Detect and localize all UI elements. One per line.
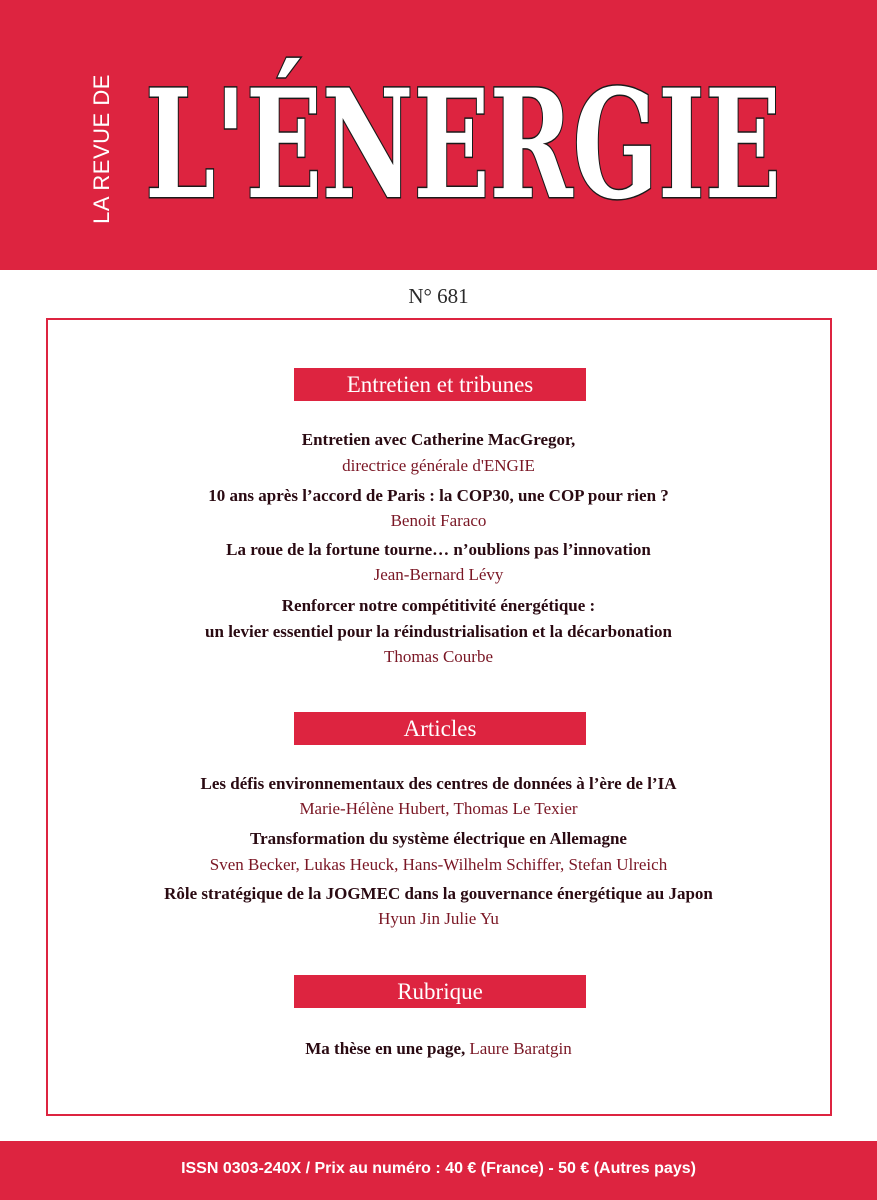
- entry-author: directrice générale d'ENGIE: [342, 456, 535, 475]
- entry-title[interactable]: Renforcer notre compétitivité énergétique :: [281, 596, 596, 615]
- price-footer: [0, 1141, 877, 1200]
- entry-title[interactable]: La roue de la fortune tourne… n’oublions pas l’innovation: [226, 540, 651, 559]
- entry-title: Ma thèse en une page,: [305, 1039, 466, 1058]
- revue-label: LA REVUE DE: [89, 74, 114, 224]
- entry-title[interactable]: Les défis environnementaux des centres de données à l’ère de l’IA: [200, 774, 677, 793]
- entry-author: Hyun Jin Julie Yu: [378, 909, 499, 928]
- masthead-title: [138, 55, 788, 215]
- rubrique-entry[interactable]: [0, 1039, 877, 1059]
- entry-title[interactable]: Rôle stratégique de la JOGMEC dans la gouvernance énergétique au Japon: [164, 884, 713, 903]
- entry-title[interactable]: 10 ans après l’accord de Paris : la COP30, une COP pour rien ?: [208, 486, 669, 505]
- section-banner-articles: Articles: [294, 712, 586, 745]
- entry-author: Sven Becker, Lukas Heuck, Hans-Wilhelm Schiffer, Stefan Ulreich: [209, 855, 668, 874]
- section-banner-entretien: Entretien et tribunes: [294, 368, 586, 401]
- entry-author: Jean-Bernard Lévy: [373, 565, 504, 584]
- svg-text:L'ÉNERGIE: L'ÉNERGIE: [145, 57, 781, 215]
- entry-author: Marie-Hélène Hubert, Thomas Le Texier: [299, 799, 578, 818]
- cover-header: [0, 0, 877, 270]
- entry-author: Benoit Faraco: [390, 511, 487, 530]
- entry-author: Thomas Courbe: [383, 647, 494, 666]
- issue-number: N° 681: [408, 284, 469, 308]
- entry-author: Laure Baratgin: [469, 1039, 572, 1058]
- issn-price-text: ISSN 0303-240X / Prix au numéro : 40 € (France) - 50 € (Autres pays): [181, 1160, 696, 1177]
- entry-title[interactable]: Entretien avec Catherine MacGregor,: [301, 430, 576, 449]
- entry-title[interactable]: Transformation du système électrique en Allemagne: [250, 829, 627, 848]
- entry-title-continued[interactable]: un levier essentiel pour la réindustrialisation et la décarbonation: [205, 622, 672, 641]
- section-banner-rubrique: Rubrique: [294, 975, 586, 1008]
